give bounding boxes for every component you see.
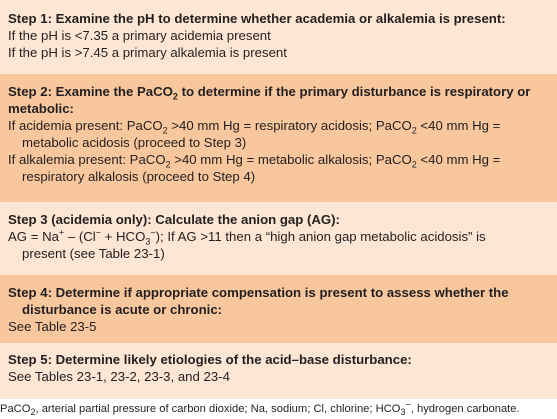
step-2-line-3: If alkalemia present: PaCO$_2$ >40 mm Hg = metabolic alkalosis; PaCO$_2$ <40 mm Hg = bbox=[8, 152, 501, 170]
step-4-line-1: See Table 23-5 bbox=[8, 319, 97, 334]
step-2-heading-cont: metabolic: bbox=[8, 101, 74, 116]
step-5-row bbox=[0, 343, 557, 399]
step-2-line-1: If acidemia present: PaCO$_2$ >40 mm Hg = respiratory acidosis; PaCO$_2$ <40 mm Hg = bbox=[8, 118, 501, 136]
step-4-heading: Step 4: Determine if appropriate compensation is present to assess whether the bbox=[8, 285, 509, 300]
step-1-row bbox=[0, 0, 557, 74]
step-2-line-2: metabolic acidosis (proceed to Step 3) bbox=[22, 135, 247, 150]
step-3-heading: Step 3 (acidemia only): Calculate the anion gap (AG): bbox=[8, 212, 340, 227]
step-1-heading: Step 1: Examine the pH to determine whether academia or alkalemia is present: bbox=[8, 11, 506, 26]
step-4-row bbox=[0, 275, 557, 343]
step-3-row bbox=[0, 202, 557, 275]
step-2-heading: Step 2: Examine the PaCO$_2$ to determine if the primary disturbance is respiratory or bbox=[8, 84, 531, 102]
step-3-line-1: AG = $Na^+ - (Cl^- + HCO_3^-)$; If AG >11 then a “high anion gap metabolic acidosis” is bbox=[8, 227, 486, 247]
step-1-line-2: If the pH is >7.45 a primary alkalemia is present bbox=[8, 45, 287, 60]
step-2-row bbox=[0, 74, 557, 202]
table-footnote: PaCO$_2$, arterial partial pressure of carbon dioxide; Na, sodium; Cl, chlorine; $HCO_3^-$, hydrogen carbonate. bbox=[0, 399, 520, 418]
step-5-line-1: See Tables 23-1, 23-2, 23-3, and 23-4 bbox=[8, 369, 230, 384]
step-5-heading: Step 5: Determine likely etiologies of the acid–base disturbance: bbox=[8, 352, 412, 367]
step-2-line-4: respiratory alkalosis (proceed to Step 4) bbox=[22, 169, 256, 184]
step-4-heading-cont: disturbance is acute or chronic: bbox=[22, 302, 223, 317]
step-3-line-2: present (see Table 23-1) bbox=[22, 246, 165, 261]
step-1-line-1: If the pH is <7.35 a primary acidemia present bbox=[8, 28, 271, 43]
